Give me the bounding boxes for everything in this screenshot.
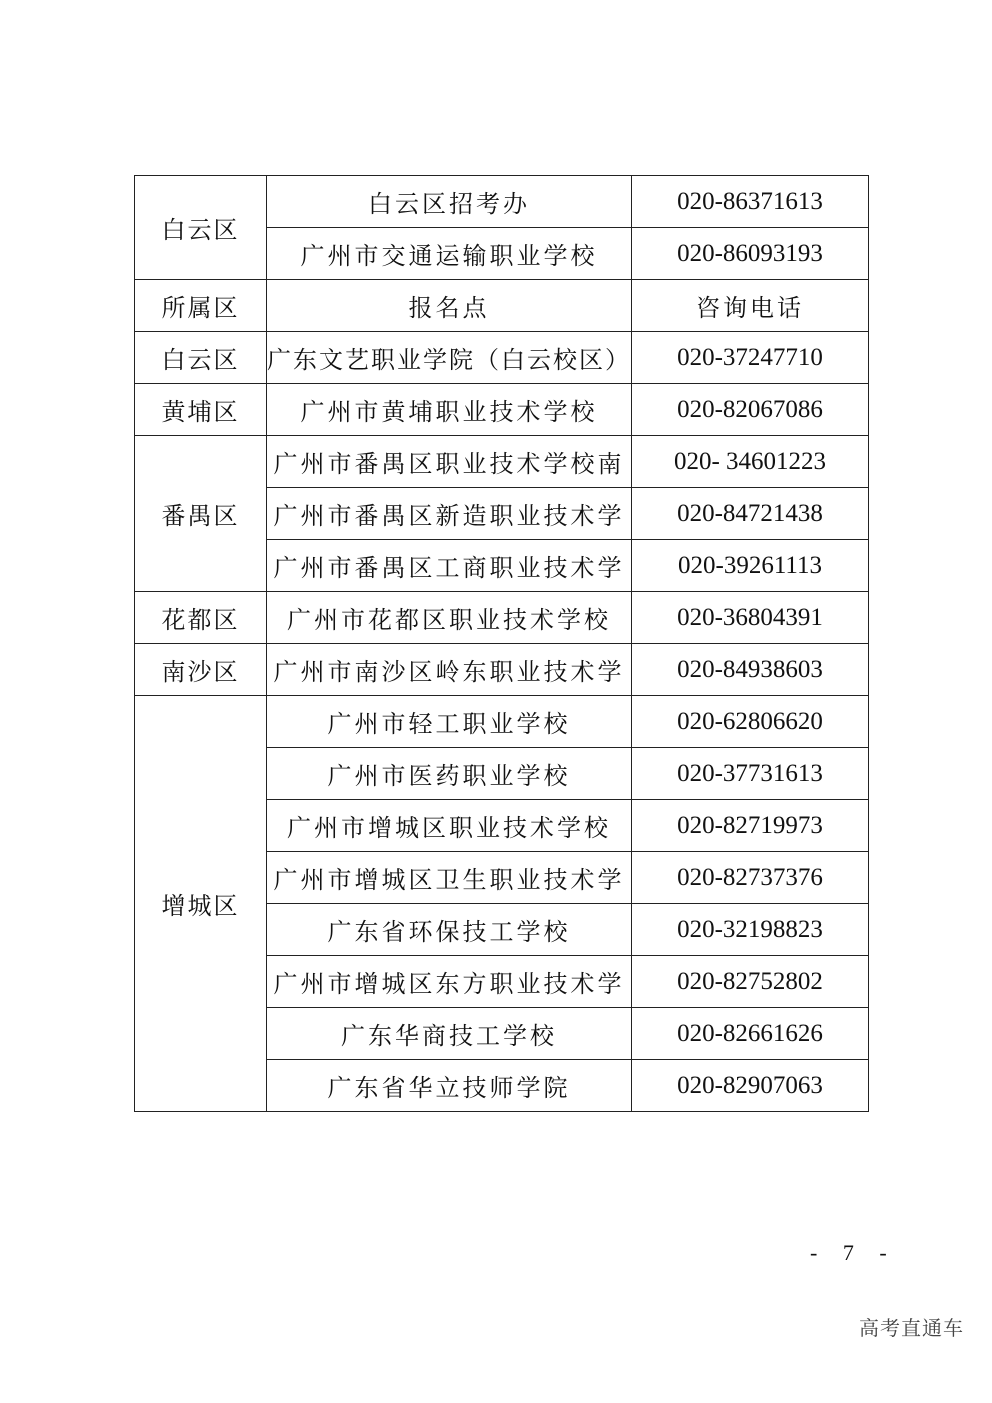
location-cell: 广州市番禺区职业技术学校南 xyxy=(267,436,632,488)
location-cell: 广州市南沙区岭东职业技术学 xyxy=(267,644,632,696)
table-row xyxy=(135,384,869,436)
phone-cell: 020-82661626 xyxy=(632,1008,869,1060)
location-cell: 广东省华立技师学院 xyxy=(267,1060,632,1112)
district-cell: 番禺区 xyxy=(135,436,267,592)
phone-cell: 020-36804391 xyxy=(632,592,869,644)
phone-cell: 020-32198823 xyxy=(632,904,869,956)
phone-cell: 020-82752802 xyxy=(632,956,869,1008)
location-cell: 广东文艺职业学院（白云校区） xyxy=(267,332,632,384)
location-cell: 广州市增城区东方职业技术学 xyxy=(267,956,632,1008)
location-cell: 广东华商技工学校 xyxy=(267,1008,632,1060)
table-row xyxy=(135,644,869,696)
phone-cell: 020-82067086 xyxy=(632,384,869,436)
phone-cell: 020-84721438 xyxy=(632,488,869,540)
header-location: 报名点 xyxy=(267,280,632,332)
phone-cell: 020-84938603 xyxy=(632,644,869,696)
district-cell: 黄埔区 xyxy=(135,384,267,436)
phone-cell: 020-37731613 xyxy=(632,748,869,800)
table-row xyxy=(135,176,869,228)
phone-cell: 020-39261113 xyxy=(632,540,869,592)
table-row xyxy=(135,436,869,488)
table-row xyxy=(135,696,869,748)
page-number: - 7 - xyxy=(810,1240,897,1265)
location-cell: 广州市番禺区工商职业技术学 xyxy=(267,540,632,592)
location-cell: 广州市轻工职业学校 xyxy=(267,696,632,748)
header-phone: 咨询电话 xyxy=(632,280,869,332)
phone-cell: 020-37247710 xyxy=(632,332,869,384)
enrollment-locations-table xyxy=(134,175,869,1112)
district-cell: 南沙区 xyxy=(135,644,267,696)
location-cell: 广州市医药职业学校 xyxy=(267,748,632,800)
phone-cell: 020-82737376 xyxy=(632,852,869,904)
location-cell: 广州市交通运输职业学校 xyxy=(267,228,632,280)
phone-cell: 020-86093193 xyxy=(632,228,869,280)
phone-cell: 020-86371613 xyxy=(632,176,869,228)
district-cell: 花都区 xyxy=(135,592,267,644)
location-cell: 广州市增城区职业技术学校 xyxy=(267,800,632,852)
location-cell: 广东省环保技工学校 xyxy=(267,904,632,956)
location-cell: 广州市番禺区新造职业技术学 xyxy=(267,488,632,540)
location-cell: 白云区招考办 xyxy=(267,176,632,228)
phone-cell: 020-62806620 xyxy=(632,696,869,748)
district-cell: 白云区 xyxy=(135,332,267,384)
table-row xyxy=(135,592,869,644)
header-district: 所属区 xyxy=(135,280,267,332)
location-cell: 广州市黄埔职业技术学校 xyxy=(267,384,632,436)
phone-cell: 020-82907063 xyxy=(632,1060,869,1112)
watermark-text: 高考直通车 xyxy=(859,1316,964,1340)
table-body xyxy=(135,176,869,1112)
district-cell: 增城区 xyxy=(135,696,267,1112)
table-row xyxy=(135,332,869,384)
table-header-row xyxy=(135,280,869,332)
phone-cell: 020- 34601223 xyxy=(632,436,869,488)
location-cell: 广州市花都区职业技术学校 xyxy=(267,592,632,644)
district-cell: 白云区 xyxy=(135,176,267,280)
phone-cell: 020-82719973 xyxy=(632,800,869,852)
location-cell: 广州市增城区卫生职业技术学 xyxy=(267,852,632,904)
